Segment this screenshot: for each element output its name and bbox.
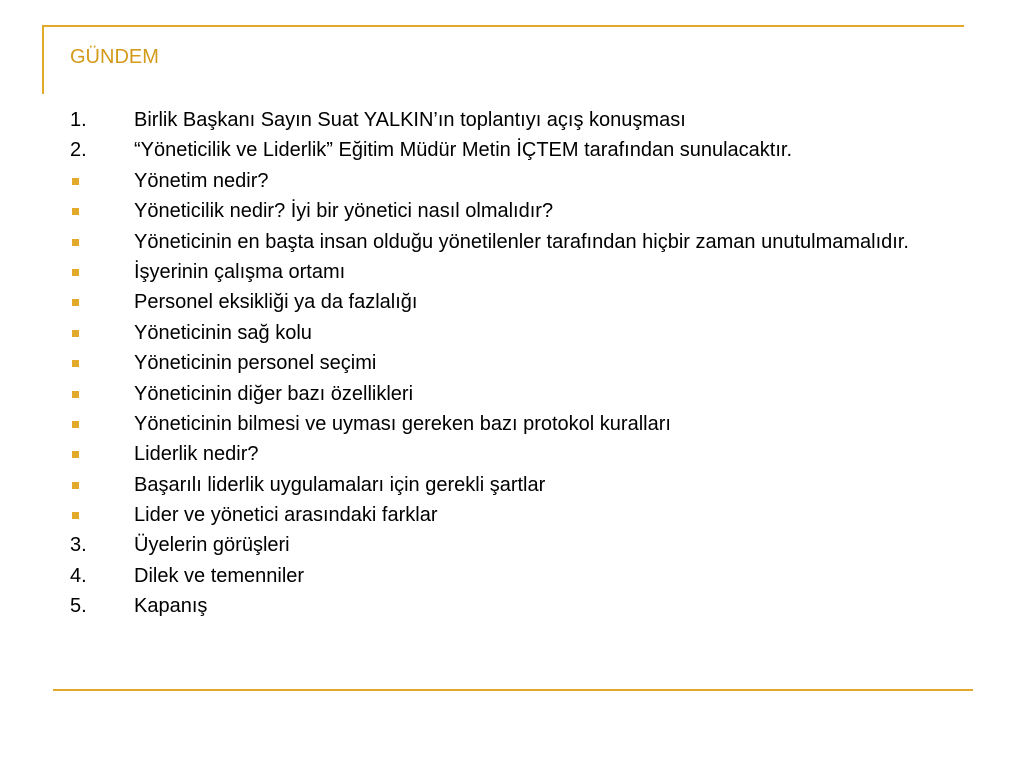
agenda-bullet-item	[70, 503, 970, 527]
agenda-bullet-item	[70, 473, 970, 497]
square-bullet-icon	[72, 178, 79, 185]
item-text: Yöneticinin sağ kolu	[134, 321, 312, 344]
agenda-list	[70, 108, 970, 625]
square-bullet-icon	[72, 208, 79, 215]
item-text: Liderlik nedir?	[134, 443, 259, 466]
item-text: Birlik Başkanı Sayın Suat YALKIN’ın toplantıyı açış konuşması	[134, 109, 686, 131]
item-text: İşyerinin çalışma ortamı	[134, 260, 346, 283]
item-text: Yöneticinin diğer bazı özellikleri	[134, 382, 414, 405]
square-bullet-icon	[72, 451, 79, 458]
item-text: Dilek ve temenniler	[134, 564, 305, 587]
agenda-numbered-item	[70, 533, 970, 557]
item-text: Yönetim nedir?	[134, 169, 269, 192]
agenda-numbered-item	[70, 108, 970, 132]
slide-title: GÜNDEM	[70, 46, 159, 68]
agenda-bullet-item	[70, 260, 970, 284]
item-text: Üyelerin görüşleri	[134, 534, 290, 557]
top-accent-rule	[42, 25, 964, 27]
item-text: Yöneticinin personel seçimi	[134, 352, 377, 375]
agenda-numbered-item	[70, 138, 970, 162]
agenda-bullet-item	[70, 199, 970, 223]
left-accent-rule	[42, 25, 44, 94]
agenda-bullet-item	[70, 442, 970, 466]
square-bullet-icon	[72, 239, 79, 246]
square-bullet-icon	[72, 421, 79, 428]
agenda-bullet-item	[70, 169, 970, 193]
agenda-bullet-item	[70, 290, 970, 314]
agenda-numbered-item	[70, 594, 970, 618]
item-number: 2.	[70, 139, 87, 162]
item-text: Personel eksikliği ya da fazlalığı	[134, 291, 418, 314]
agenda-bullet-item	[70, 412, 970, 436]
item-text: Yöneticilik nedir? İyi bir yönetici nasıl olmalıdır?	[134, 200, 554, 223]
square-bullet-icon	[72, 360, 79, 367]
agenda-numbered-item	[70, 564, 970, 588]
item-number: 1.	[70, 109, 87, 131]
square-bullet-icon	[72, 330, 79, 337]
item-text: Başarılı liderlik uygulamaları için gerekli şartlar	[134, 473, 546, 496]
item-text: Lider ve yönetici arasındaki farklar	[134, 504, 438, 527]
item-number: 4.	[70, 564, 87, 587]
item-text: “Yöneticilik ve Liderlik” Eğitim Müdür Metin İÇTEM tarafından sunulacaktır.	[134, 139, 793, 162]
square-bullet-icon	[72, 299, 79, 306]
item-text: Kapanış	[134, 595, 208, 618]
item-text: Yöneticinin en başta insan olduğu yönetilenler tarafından hiçbir zaman unutulmamalıdır.	[134, 230, 909, 253]
agenda-bullet-item	[70, 321, 970, 345]
agenda-bullet-item	[70, 230, 970, 254]
agenda-bullet-item	[70, 382, 970, 406]
item-number: 3.	[70, 534, 87, 557]
square-bullet-icon	[72, 512, 79, 519]
square-bullet-icon	[72, 391, 79, 398]
item-text: Yöneticinin bilmesi ve uyması gereken bazı protokol kuralları	[134, 412, 671, 435]
agenda-bullet-item	[70, 351, 970, 375]
bottom-accent-rule	[53, 689, 973, 691]
item-number: 5.	[70, 595, 87, 618]
square-bullet-icon	[72, 482, 79, 489]
square-bullet-icon	[72, 269, 79, 276]
